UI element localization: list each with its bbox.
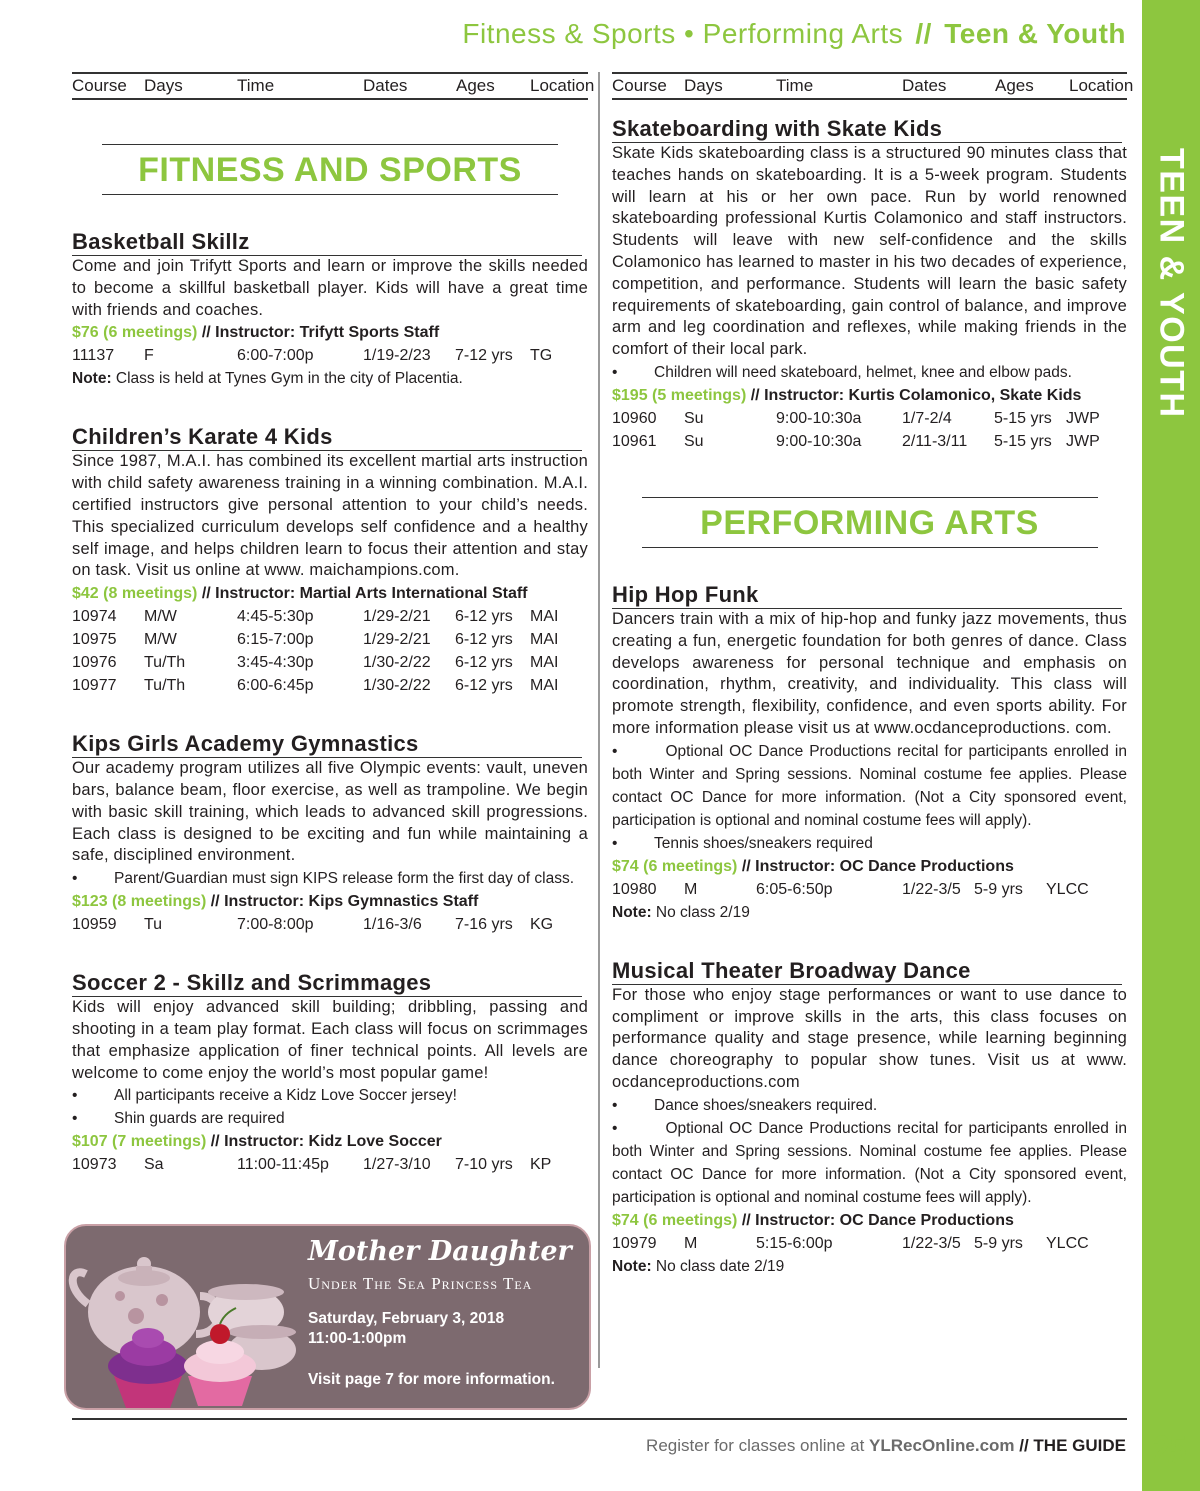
course-price-line: [72, 582, 588, 605]
course-basketball: [72, 229, 588, 390]
header-fitness-sports: Fitness & Sports: [462, 18, 676, 49]
course-musical-theater: [612, 958, 1127, 1278]
course-price: $123 (8 meetings): [72, 893, 207, 911]
course-bullet: • Optional OC Dance Productions recital for participants enrolled in both Winter and Spring sessions. Nominal costume fee applies. Please contact OC Dance for more information. (Not a City sponsored event, participation is optional and nominal costume fees will apply).: [612, 742, 1127, 829]
col-dates: Dates: [363, 76, 408, 95]
promo-banner[interactable]: [64, 1224, 591, 1410]
course-bullet: • All participants receive a Kidz Love Soccer jersey!: [72, 1084, 588, 1107]
col-time: Time: [776, 76, 814, 95]
header-bullet: •: [684, 18, 695, 49]
promo-subtitle: Under The Sea Princess Tea: [308, 1274, 533, 1293]
col-location: Location: [530, 76, 595, 95]
footer-rule: [72, 1418, 1127, 1420]
course-title: Musical Theater Broadway Dance: [612, 958, 1122, 985]
col-time: Time: [237, 76, 275, 95]
bullet-icon: •: [72, 1110, 78, 1128]
course-hip-hop: [612, 582, 1127, 924]
course-title: Children’s Karate 4 Kids: [72, 424, 582, 451]
promo-info-link[interactable]: Visit page 7 for more information.: [308, 1371, 555, 1388]
course-instructor: // Instructor: Trifytt Sports Staff: [197, 324, 440, 342]
course-price-line: [612, 384, 1127, 407]
right-column: [612, 72, 1134, 1278]
bullet-icon: •: [612, 742, 618, 760]
sidebar-label: TEEN & YOUTH: [1152, 148, 1191, 419]
section-title-performing-arts: PERFORMING ARTS: [642, 497, 1098, 548]
schedule-row: 10959 Tu 7:00-8:00p 1/16-3/6 7-16 yrs KG: [72, 916, 554, 934]
header-performing-arts: Performing Arts: [702, 18, 904, 49]
bullet-icon: •: [612, 834, 618, 852]
course-bullet: • Parent/Guardian must sign KIPS release form the first day of class.: [72, 867, 588, 890]
course-instructor: // Instructor: OC Dance Productions: [737, 857, 1014, 875]
course-title: Kips Girls Academy Gymnastics: [72, 731, 582, 758]
footer-site-link[interactable]: YLRecOnline.com: [869, 1436, 1015, 1455]
course-instructor: // Instructor: Martial Arts International Staff: [197, 585, 528, 603]
course-description: Skate Kids skateboarding class is a structured 90 minutes class that teaches hands on skateboarding. It is a 5-week program. Students will learn at his or her own pace. Run by world renowned skateboarding professional Kurtis Colamonico and staff instructors. Students will leave with new self-confidence and the skills Colamonico has learned to master in his two decades of experience, competition, and performance. Students will learn the basic safety requirements of skateboarding, gain control of balance, and improve arm and leg coordination and reflexes, while making friends in the comfort of their local park.: [612, 144, 1127, 359]
course-note: Note: No class 2/19: [612, 903, 750, 921]
bullet-icon: •: [72, 870, 78, 888]
course-description: Dancers train with a mix of hip-hop and funky jazz movements, thus creating a fun, energetic foundation for both genres of dance. Class develops awareness for personal technique and emphasis on coordination, rhythm, creativity, and individuality. This class will promote strength, flexibility, confidence, and even sports ability. For more information please visit us at www.ocdanceproductions. com.: [612, 609, 1127, 737]
course-instructor: // Instructor: Kips Gymnastics Staff: [206, 893, 479, 911]
course-price: $76 (6 meetings): [72, 324, 198, 342]
promo-title: Mother Daughter: [308, 1236, 572, 1267]
course-price: $74 (6 meetings): [612, 1211, 738, 1229]
schedule-row: 10960 Su 9:00-10:30a 1/7-2/4 5-15 yrs JWP: [612, 409, 1100, 427]
col-course: Course: [612, 76, 667, 95]
course-description: Our academy program utilizes all five Olympic events: vault, uneven bars, balance beam, floor exercise, as well as trampoline. We begin with basic skill training, which leads to advanced skill progressions. Each class is designed to be exciting and fun while maintaining a safe, disciplined environment.: [72, 759, 588, 865]
course-price: $42 (8 meetings): [72, 585, 198, 603]
page-header: [462, 18, 1126, 50]
schedule-row: 11137 F 6:00-7:00p 1/19-2/23 7-12 yrs TG: [72, 347, 553, 365]
course-price-line: [612, 1209, 1127, 1232]
page-number: 25: [1152, 1428, 1186, 1472]
bullet-icon: •: [612, 363, 618, 381]
course-karate: [72, 424, 588, 697]
course-title: Soccer 2 - Skillz and Scrimmages: [72, 970, 582, 997]
bullet-icon: •: [72, 1087, 78, 1105]
course-price-line: [612, 855, 1127, 878]
schedule-row: 10980 M 6:05-6:50p 1/22-3/5 5-9 yrs YLCC: [612, 880, 1089, 898]
column-header: [612, 72, 1134, 100]
course-price-line: [72, 890, 588, 913]
schedule-row: 10976 Tu/Th 3:45-4:30p 1/30-2/22 6-12 yrs MAI: [72, 654, 559, 672]
course-instructor: // Instructor: OC Dance Productions: [737, 1211, 1014, 1229]
course-bullet: • Children will need skateboard, helmet, knee and elbow pads.: [612, 361, 1127, 384]
column-divider: [598, 72, 600, 1368]
teapot-cupcake-illustration: [66, 1226, 306, 1410]
schedule-row: 10974 M/W 4:45-5:30p 1/29-2/21 6-12 yrs MAI: [72, 608, 559, 626]
column-header: [72, 72, 595, 100]
page-footer: [646, 1436, 1126, 1456]
schedule-row: 10979 M 5:15-6:00p 1/22-3/5 5-9 yrs YLCC: [612, 1234, 1089, 1252]
course-description: Kids will enjoy advanced skill building; dribbling, passing and shooting in a team play format. Each class will focus on scrimmages that emphasize application of finer technical points. All levels are welcome to come enjoy the world’s most popular game!: [72, 998, 588, 1082]
course-bullet: • Optional OC Dance Productions recital for participants enrolled in both Winter and Spring sessions. Nominal costume fee applies. Please contact OC Dance for more information. (Not a City sponsored event, participation is optional and nominal costume fees will apply).: [612, 1119, 1127, 1206]
course-instructor: // Instructor: Kidz Love Soccer: [206, 1133, 442, 1151]
header-slashes: //: [915, 18, 932, 49]
bullet-icon: •: [612, 1119, 618, 1137]
course-description: For those who enjoy stage performances or want to use dance to compliment or improve skills in the arts, this class focuses on performance quality and stage presence, while learning beginning dance choreography to popular show tunes. Visit us at www. ocdanceproductions.com: [612, 985, 1127, 1091]
section-title-fitness: FITNESS AND SPORTS: [102, 144, 558, 195]
col-ages: Ages: [995, 76, 1034, 95]
course-price: $74 (6 meetings): [612, 857, 738, 875]
col-days: Days: [144, 76, 183, 95]
course-gymnastics: [72, 731, 588, 936]
header-teen-youth: Teen & Youth: [944, 18, 1126, 49]
schedule-row: 10977 Tu/Th 6:00-6:45p 1/30-2/22 6-12 yrs MAI: [72, 677, 559, 695]
col-dates: Dates: [902, 76, 947, 95]
col-course: Course: [72, 76, 127, 95]
schedule-row: 10975 M/W 6:15-7:00p 1/29-2/21 6-12 yrs MAI: [72, 631, 559, 649]
course-price-line: [72, 321, 588, 344]
course-title: Basketball Skillz: [72, 229, 582, 256]
course-bullet: • Tennis shoes/sneakers required: [612, 832, 1127, 855]
course-title: Skateboarding with Skate Kids: [612, 116, 1122, 143]
schedule-row: 10973 Sa 11:00-11:45p 1/27-3/10 7-10 yrs KP: [72, 1156, 552, 1174]
course-price: $195 (5 meetings): [612, 386, 747, 404]
course-soccer: [72, 970, 588, 1176]
schedule-row: 10961 Su 9:00-10:30a 2/11-3/11 5-15 yrs JWP: [612, 432, 1100, 450]
course-note: Note: No class date 2/19: [612, 1257, 785, 1275]
col-location: Location: [1069, 76, 1134, 95]
course-title: Hip Hop Funk: [612, 582, 1122, 609]
course-description: Since 1987, M.A.I. has combined its excellent martial arts instruction with child safety awareness training in a winning combination. M.A.I. certified instructors give personal attention to your child’s needs. This specialized curriculum develops self confidence and a healthy self image, and helps children learn to focus their attention and stay on task. Visit us online at www. maichampions.com.: [72, 452, 588, 580]
sidebar-tab: [1142, 0, 1200, 1491]
course-bullet: • Shin guards are required: [72, 1107, 588, 1130]
col-ages: Ages: [456, 76, 495, 95]
footer-guide: // THE GUIDE: [1014, 1436, 1126, 1455]
course-note: Note: Class is held at Tynes Gym in the city of Placentia.: [72, 370, 463, 388]
promo-time: 11:00-1:00pm: [308, 1330, 407, 1347]
course-description: Come and join Trifytt Sports and learn or improve the skills needed to become a skillful basketball player. Kids will have a great time with friends and coaches.: [72, 257, 588, 319]
footer-text: Register for classes online at: [646, 1436, 870, 1455]
course-skateboarding: [612, 116, 1127, 453]
col-days: Days: [684, 76, 723, 95]
course-price-line: [72, 1130, 588, 1153]
promo-date: Saturday, February 3, 2018: [308, 1310, 505, 1327]
left-column: [72, 72, 595, 1176]
bullet-icon: •: [612, 1096, 618, 1114]
course-price: $107 (7 meetings): [72, 1133, 207, 1151]
course-bullet: • Dance shoes/sneakers required.: [612, 1094, 1127, 1117]
course-instructor: // Instructor: Kurtis Colamonico, Skate Kids: [746, 386, 1082, 404]
